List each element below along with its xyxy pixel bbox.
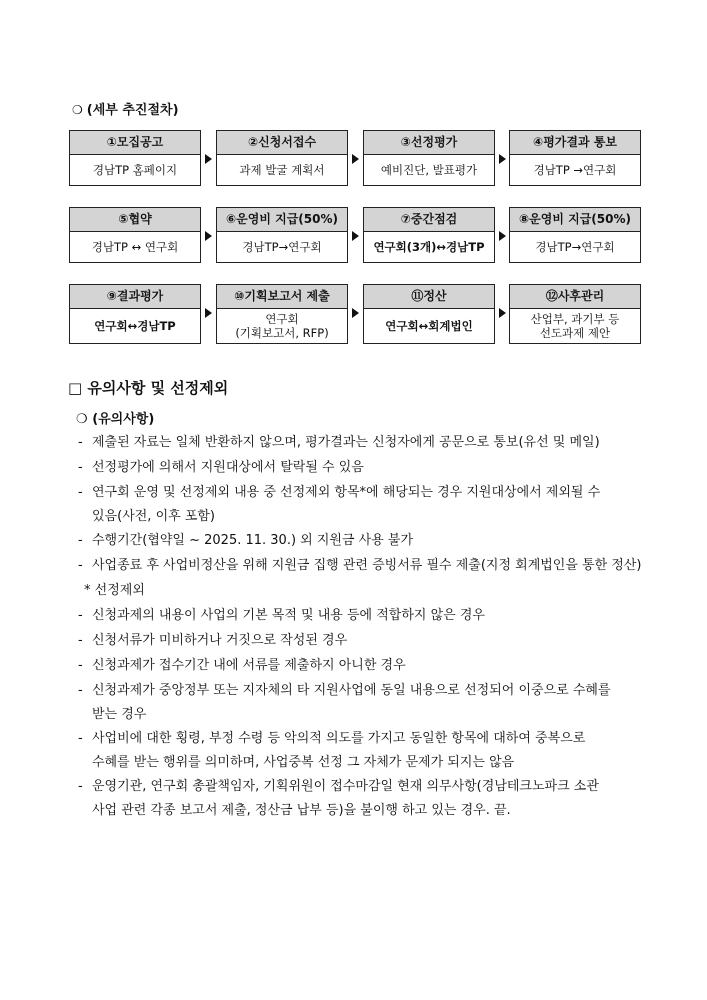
step-title: ⑩기획보고서 제출: [217, 285, 347, 309]
arrow-right-icon: [205, 231, 212, 241]
step-box: [363, 284, 495, 344]
step-body: 연구회↔경남TP: [94, 319, 176, 333]
dash-marker: -: [78, 485, 83, 500]
arrow-right-icon: [499, 308, 506, 318]
step-body: 경남TP →연구회: [533, 163, 617, 177]
dash-marker: -: [78, 779, 83, 794]
step-body: 연구회↔회계법인: [385, 319, 473, 333]
step-box: [363, 207, 495, 263]
dash-marker: -: [78, 658, 83, 673]
arrow-right-icon: [352, 308, 359, 318]
step-title: ⑤협약: [70, 208, 200, 232]
step-box: [216, 130, 348, 186]
step-body: 과제 발굴 계획서: [239, 163, 325, 177]
dash-marker: -: [78, 533, 83, 548]
step-box: [216, 284, 348, 344]
notes-subtitle-text: (유의사항): [92, 412, 155, 427]
step-body: 경남TP→연구회: [535, 240, 615, 254]
step-box: [509, 207, 641, 263]
arrow-right-icon: [499, 154, 506, 164]
arrow-right-icon: [499, 231, 506, 241]
list-item-text-continued: 수혜를 받는 행위를 의미하며, 사업중복 선정 그 자체가 문제가 되지는 않음: [92, 755, 515, 770]
list-item-text: 선정평가에 의해서 지원대상에서 탈락될 수 있음: [92, 460, 364, 475]
step-box: [69, 130, 201, 186]
dash-marker: -: [78, 608, 83, 623]
list-item-text: 연구회 운영 및 선정제외 내용 중 선정제외 항목*에 해당되는 경우 지원대상에서 제외될 수: [92, 485, 601, 500]
step-body: 경남TP 홈페이지: [92, 163, 178, 177]
step-title: ⑧운영비 지급(50%): [510, 208, 640, 232]
step-title: ⑥운영비 지급(50%): [217, 208, 347, 232]
exclusion-title: * 선정제외: [84, 583, 145, 598]
list-item-text: 수행기간(협약일 ~ 2025. 11. 30.) 외 지원금 사용 불가: [92, 533, 414, 548]
step-body: 연구회(3개)↔경남TP: [373, 240, 485, 254]
dash-marker: -: [78, 460, 83, 475]
section-title: □ 유의사항 및 선정제외: [68, 379, 229, 397]
step-title: ⑪정산: [364, 285, 494, 309]
list-item-text: 사업종료 후 사업비정산을 위해 지원금 집행 관련 증빙서류 필수 제출(지정 회계법인을 통한 정산): [92, 558, 642, 573]
step-body: 경남TP→연구회: [242, 240, 322, 254]
list-item-text: 운영기관, 연구회 총괄책임자, 기획위원이 접수마감일 현재 의무사항(경남테크노파크 소관: [92, 779, 599, 794]
step-box: [69, 207, 201, 263]
step-body: 산업부, 과기부 등 선도과제 제안: [530, 312, 620, 340]
notes-subtitle: [76, 408, 154, 427]
step-body: 예비진단, 발표평가: [380, 163, 478, 177]
step-body: 연구회 (기획보고서, RFP): [235, 312, 329, 340]
list-item-text-continued: 있음(사전, 이후 포함): [92, 509, 216, 524]
list-item-text: 신청서류가 미비하거나 거짓으로 작성된 경우: [92, 633, 348, 648]
procedure-title-text: (세부 추진절차): [86, 103, 179, 118]
step-box: [509, 130, 641, 186]
list-item-text: 제출된 자료는 일체 반환하지 않으며, 평가결과는 신청자에게 공문으로 통보(유선 및 메일): [92, 435, 600, 450]
dash-marker: -: [78, 435, 83, 450]
arrow-right-icon: [352, 154, 359, 164]
arrow-right-icon: [205, 154, 212, 164]
dash-marker: -: [78, 731, 83, 746]
procedure-title: [72, 99, 179, 118]
dash-marker: -: [78, 683, 83, 698]
list-item-text: 신청과제가 중앙정부 또는 지자체의 타 지원사업에 동일 내용으로 선정되어 이중으로 수혜를: [92, 683, 611, 698]
step-box: [363, 130, 495, 186]
circle-bullet-icon: ❍: [72, 103, 83, 117]
dash-marker: -: [78, 633, 83, 648]
list-item-text-continued: 받는 경우: [92, 707, 147, 722]
step-box: [69, 284, 201, 344]
step-title: ⑦중간점검: [364, 208, 494, 232]
step-title: ①모집공고: [70, 131, 200, 155]
step-body: 경남TP ↔ 연구회: [91, 240, 179, 254]
dash-marker: -: [78, 558, 83, 573]
step-box: [216, 207, 348, 263]
arrow-right-icon: [205, 308, 212, 318]
step-box: [509, 284, 641, 344]
list-item-text: 신청과제가 접수기간 내에 서류를 제출하지 아니한 경우: [92, 658, 406, 673]
circle-bullet-icon: ❍: [76, 412, 88, 427]
list-item-text: 신청과제의 내용이 사업의 기본 목적 및 내용 등에 적합하지 않은 경우: [92, 608, 485, 623]
step-title: ⑫사후관리: [510, 285, 640, 309]
list-item-text-continued: 사업 관련 각종 보고서 제출, 정산금 납부 등)을 불이행 하고 있는 경우. 끝.: [92, 803, 511, 818]
list-item-text: 사업비에 대한 횡령, 부정 수령 등 악의적 의도를 가지고 동일한 항목에 대하여 중복으로: [92, 731, 586, 746]
step-title: ②신청서접수: [217, 131, 347, 155]
step-title: ③선정평가: [364, 131, 494, 155]
step-title: ④평가결과 통보: [510, 131, 640, 155]
step-title: ⑨결과평가: [70, 285, 200, 309]
arrow-right-icon: [352, 231, 359, 241]
